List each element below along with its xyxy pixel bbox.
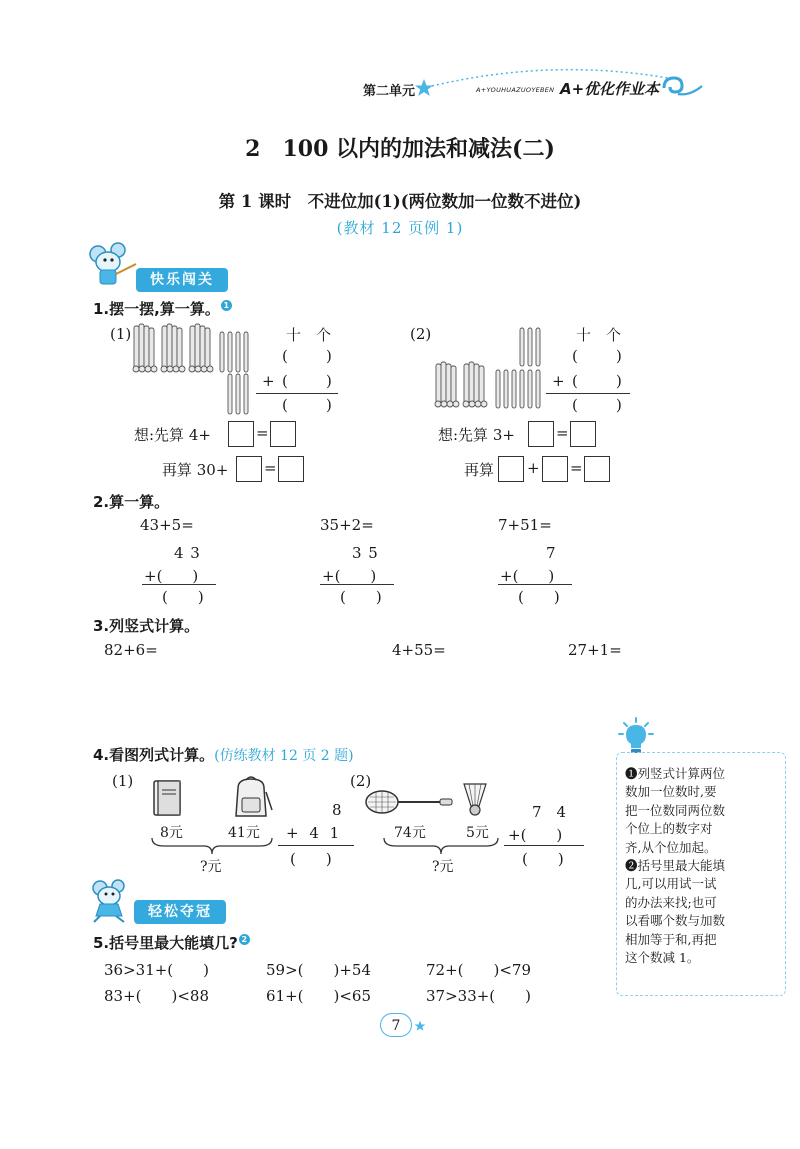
tip-line: 以看哪个数与加数 xyxy=(625,913,726,929)
q1-marker: 1 xyxy=(221,300,232,311)
q2-item1-top: 4 3 xyxy=(174,544,201,562)
q4-p1-label: (1) xyxy=(112,772,134,790)
q4-p1-brace xyxy=(150,836,274,856)
q2-item3-expr: 7+51= xyxy=(498,516,552,534)
q4-p1-top: 8 xyxy=(332,801,342,819)
q1-title xyxy=(93,298,232,319)
q1-p2-row1-rp: ) xyxy=(616,347,622,365)
q1-p2-answer-box-5[interactable] xyxy=(584,456,610,482)
q1-p1-answer-box-1[interactable] xyxy=(228,421,254,447)
q1-p1-answer-box-2[interactable] xyxy=(270,421,296,447)
q2-item2-plus-row: +( ) xyxy=(322,567,377,585)
q4-p1-total: ?元 xyxy=(200,859,222,875)
q1-p2-row2-lp: ( xyxy=(572,372,578,390)
q4-p2-plus-row: +( ) xyxy=(508,826,563,844)
backpack-icon xyxy=(228,776,274,820)
q2-item2-top: 3 5 xyxy=(352,544,379,562)
q2-item3-top: 7 xyxy=(546,544,556,562)
q2-title: 2.算一算。 xyxy=(93,493,170,511)
q2-item3-result: ( ) xyxy=(518,588,560,606)
tip-line: ❶列竖式计算两位 xyxy=(625,766,726,781)
page-number: 7 xyxy=(391,1018,401,1034)
q1-p1-think: 想:先算 4+ xyxy=(134,426,211,444)
section-badge-win: 轻松夺冠 xyxy=(134,900,226,924)
q2-item2-result: ( ) xyxy=(340,588,382,606)
q3-item1: 82+6= xyxy=(104,641,158,659)
q4-p2-total: ?元 xyxy=(432,859,454,875)
page-star-icon xyxy=(414,1020,426,1032)
q5-r1-c3: 72+( )<79 xyxy=(426,961,532,979)
tip-line: 的办法来找;也可 xyxy=(625,894,717,910)
q1-p2-answer-box-3[interactable] xyxy=(498,456,524,482)
q4-p1-price-a: 8元 xyxy=(160,825,183,841)
q4-reference: (仿练教材 12 页 2 题) xyxy=(214,748,354,764)
q4-p2-brace xyxy=(382,836,500,856)
q1-p1-sticks-picture xyxy=(128,322,268,418)
q4-p2-label: (2) xyxy=(350,772,372,790)
q4-p2-sum-line xyxy=(504,845,584,846)
q1-p1-row1-lp: ( xyxy=(282,347,288,365)
q5-r2-c1: 83+( )<88 xyxy=(104,987,210,1005)
q1-p2-equals-1: = xyxy=(556,424,569,442)
tip-line: 几,可以用试一试 xyxy=(625,876,717,892)
q1-p2-answer-box-2[interactable] xyxy=(570,421,596,447)
section-badge-happy: 快乐闯关 xyxy=(136,268,228,292)
q5-r2-c2: 61+( )<65 xyxy=(266,987,372,1005)
q4-title xyxy=(93,744,354,765)
q4-p2-top: 7 4 xyxy=(532,803,567,821)
tip-line: 数加一位数时,要 xyxy=(625,784,717,800)
q1-p2-answer-box-1[interactable] xyxy=(528,421,554,447)
header-brand: A+优化作业本 xyxy=(560,80,660,98)
lesson-subtitle: 第 1 课时 不进位加(1)(两位数加一位数不进位) xyxy=(218,192,582,211)
q4-p2-price-b: 5元 xyxy=(466,825,489,841)
q1-p1-then: 再算 30+ xyxy=(162,461,229,479)
q4-p2-price-a: 74元 xyxy=(394,825,426,841)
q1-p1-equals-1: = xyxy=(256,424,269,442)
q1-p1-ones-header: 个 xyxy=(316,326,332,344)
q2-item2-sum-line xyxy=(320,584,394,585)
tip-line: 个位上的数字对 xyxy=(625,821,713,837)
q1-p1-row3-lp: ( xyxy=(282,396,288,414)
tip-line: ❷括号里最大能填 xyxy=(625,858,726,874)
q4-p1-result: ( ) xyxy=(290,850,332,868)
q1-p2-then: 再算 xyxy=(464,461,495,479)
q1-p1-label: (1) xyxy=(110,325,132,343)
q4-p2-result: ( ) xyxy=(522,850,564,868)
page-title: 2 100 以内的加法和减法(二) xyxy=(245,136,555,162)
q5-r2-c3: 37>33+( ) xyxy=(426,987,532,1005)
q1-p2-row2-rp: ) xyxy=(616,372,622,390)
q5-r1-c1: 36>31+( ) xyxy=(104,961,210,979)
tip-text xyxy=(625,765,781,967)
shuttlecock-icon xyxy=(460,782,490,818)
q1-p1-row2-rp: ) xyxy=(326,372,332,390)
tip-line: 把一位数同两位数 xyxy=(625,802,726,818)
q1-p1-row2-lp: ( xyxy=(282,372,288,390)
q1-p2-row3-rp: ) xyxy=(616,396,622,414)
q1-p2-row3-lp: ( xyxy=(572,396,578,414)
q1-p2-sum-line xyxy=(546,393,630,394)
header-swirl-icon xyxy=(660,74,704,98)
q1-p2-label: (2) xyxy=(410,325,432,343)
q4-title-text: 4.看图列式计算。 xyxy=(93,746,215,764)
q2-item1-expr: 43+5= xyxy=(140,516,194,534)
tip-box xyxy=(616,752,786,996)
textbook-reference: (教材 12 页例 1) xyxy=(336,219,464,237)
header-unit: 第二单元 xyxy=(363,84,416,99)
q2-item2-expr: 35+2= xyxy=(320,516,374,534)
tip-line: 相加等于和,再把 xyxy=(625,931,717,947)
q1-p1-equals-2: = xyxy=(264,459,277,477)
q1-p1-row3-rp: ) xyxy=(326,396,332,414)
q1-p2-tens-header: 十 xyxy=(576,326,592,344)
q1-p1-sum-line xyxy=(256,393,338,394)
q2-item3-plus-row: +( ) xyxy=(500,567,555,585)
q1-p1-row1-rp: ) xyxy=(326,347,332,365)
q5-r1-c2: 59>( )+54 xyxy=(266,961,372,979)
q5-title-text: 5.括号里最大能填几? xyxy=(93,934,238,952)
q4-p1-price-b: 41元 xyxy=(228,825,260,841)
q1-p1-plus: + xyxy=(262,372,275,390)
mouse-teacher-icon xyxy=(84,238,140,288)
q3-item2: 4+55= xyxy=(392,641,446,659)
q1-p2-ones-header: 个 xyxy=(606,326,622,344)
lightbulb-icon xyxy=(616,716,656,756)
q1-p2-plus: + xyxy=(552,372,565,390)
q2-item1-sum-line xyxy=(142,584,216,585)
tip-line: 这个数减 1。 xyxy=(625,950,700,966)
q3-item3: 27+1= xyxy=(568,641,622,659)
q2-item1-result: ( ) xyxy=(162,588,204,606)
q1-p2-equals-2: = xyxy=(570,459,583,477)
q3-title: 3.列竖式计算。 xyxy=(93,617,200,635)
q1-title-text: 1.摆一摆,算一算。 xyxy=(93,300,220,318)
q5-title xyxy=(93,932,250,953)
q1-p2-plus-2: + xyxy=(527,459,540,477)
q1-p1-answer-box-3[interactable] xyxy=(236,456,262,482)
badminton-racket-icon xyxy=(362,788,454,818)
q2-item1-plus-row: +( ) xyxy=(144,567,199,585)
q1-p2-sticks-picture xyxy=(432,322,552,414)
q2-item3-sum-line xyxy=(498,584,572,585)
q4-p1-sum-line xyxy=(278,845,354,846)
q1-p1-tens-header: 十 xyxy=(286,326,302,344)
q4-p1-plus-row: + 4 1 xyxy=(286,824,343,842)
q1-p2-think: 想:先算 3+ xyxy=(438,426,515,444)
q5-marker: 2 xyxy=(239,934,250,945)
book-icon xyxy=(150,778,186,818)
header-pinyin: A+YOUHUAZUOYEBEN xyxy=(476,86,555,94)
q1-p2-answer-box-4[interactable] xyxy=(542,456,568,482)
q1-p2-row1-lp: ( xyxy=(572,347,578,365)
page-number-badge xyxy=(380,1013,412,1037)
tip-line: 齐,从个位加起。 xyxy=(625,839,717,855)
q1-p1-answer-box-4[interactable] xyxy=(278,456,304,482)
